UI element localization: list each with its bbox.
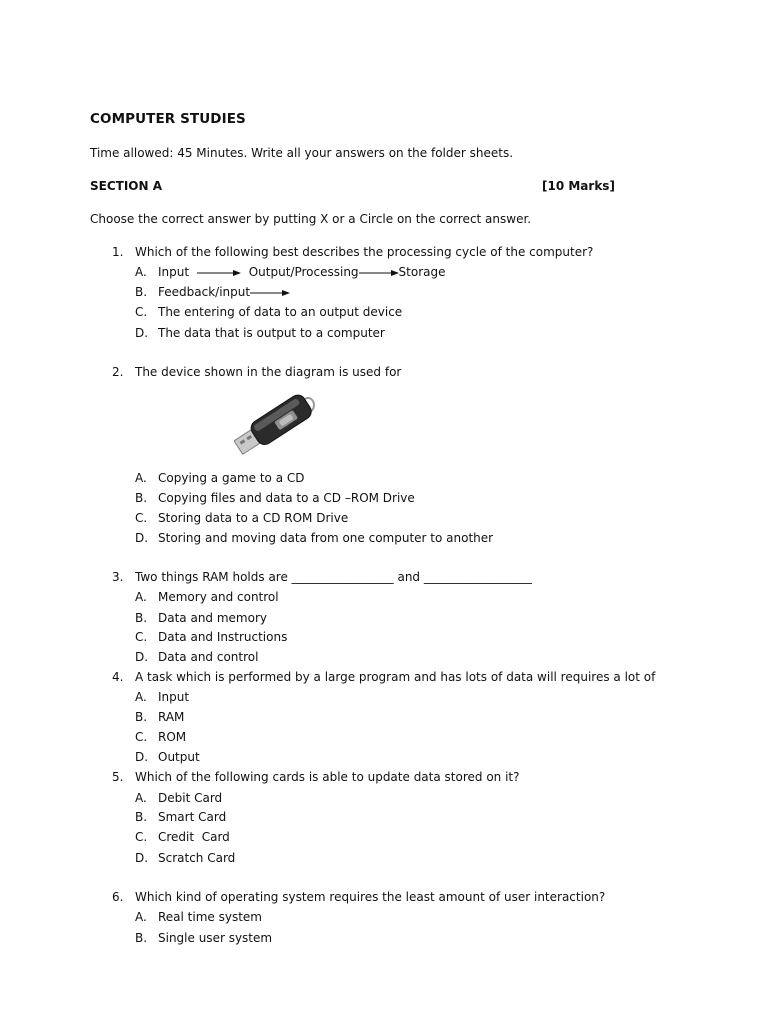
option-letter: B. [135, 710, 148, 724]
option-letter: A. [135, 471, 147, 485]
option-c: ROM [158, 730, 187, 744]
option-b: Smart Card [158, 810, 227, 824]
option-c: Storing data to a CD ROM Drive [158, 511, 349, 525]
question-number: 6. [112, 890, 124, 904]
option-letter: B. [135, 285, 148, 299]
question-number: 4. [112, 670, 124, 684]
feedback-input-label: Feedback/input [158, 285, 251, 299]
question-number: 5. [112, 770, 124, 784]
option-c: Data and Instructions [158, 630, 288, 644]
question-text: Two things RAM holds are _________________ and __________________ [135, 570, 532, 584]
question-text: The device shown in the diagram is used for [135, 365, 402, 379]
cycle-input-label: Input [158, 265, 190, 279]
option-b [158, 282, 290, 302]
option-letter: A. [135, 265, 147, 279]
option-b: RAM [158, 710, 185, 724]
time-allowed-text: Time allowed: 45 Minutes. Write all your answers on the folder sheets. [90, 146, 514, 160]
option-a: Debit Card [158, 791, 223, 805]
option-letter: D. [135, 650, 149, 664]
question-number: 1. [112, 245, 124, 259]
option-b: Single user system [158, 931, 273, 945]
option-a: Real time system [158, 910, 262, 924]
option-letter: A. [135, 590, 147, 604]
option-letter: B. [135, 491, 148, 505]
arrow-right-icon [250, 292, 290, 294]
option-d: Scratch Card [158, 851, 236, 865]
question-text: A task which is performed by a large program and has lots of data will requires a lot of [135, 670, 656, 684]
option-letter: B. [135, 810, 148, 824]
option-a: Input [158, 690, 190, 704]
option-letter: D. [135, 851, 149, 865]
option-letter: C. [135, 630, 148, 644]
option-letter: A. [135, 910, 147, 924]
option-letter: C. [135, 730, 148, 744]
option-b: Data and memory [158, 611, 267, 625]
question-text: Which of the following best describes the processing cycle of the computer? [135, 245, 594, 259]
option-letter: D. [135, 326, 149, 340]
option-letter: C. [135, 305, 148, 319]
option-c: Credit Card [158, 830, 230, 844]
section-heading: SECTION A [90, 179, 163, 193]
instruction-text: Choose the correct answer by putting X or a Circle on the correct answer. [90, 212, 532, 226]
document-title: COMPUTER STUDIES [90, 111, 246, 127]
option-a: Copying a game to a CD [158, 471, 305, 485]
usb-flash-drive-image [230, 388, 320, 465]
option-d: The data that is output to a computer [158, 326, 385, 340]
option-letter: B. [135, 611, 148, 625]
cycle-storage-label: Storage [398, 265, 446, 279]
option-d: Storing and moving data from one computer to another [158, 531, 494, 545]
cycle-processing-label: Output/Processing [248, 265, 359, 279]
option-a [158, 262, 446, 282]
question-text: Which kind of operating system requires the least amount of user interaction? [135, 890, 606, 904]
option-c: The entering of data to an output device [158, 305, 403, 319]
option-letter: B. [135, 931, 148, 945]
question-number: 3. [112, 570, 124, 584]
option-b: Copying files and data to a CD –ROM Drive [158, 491, 415, 505]
option-letter: D. [135, 531, 149, 545]
arrow-right-icon [197, 272, 241, 274]
question-number: 2. [112, 365, 124, 379]
option-letter: C. [135, 830, 148, 844]
option-letter: C. [135, 511, 148, 525]
option-a: Memory and control [158, 590, 279, 604]
option-letter: A. [135, 690, 147, 704]
option-d: Data and control [158, 650, 259, 664]
section-marks: [10 Marks] [542, 179, 615, 193]
option-d: Output [158, 750, 200, 764]
question-text: Which of the following cards is able to update data stored on it? [135, 770, 520, 784]
arrow-right-icon [359, 272, 399, 274]
option-letter: D. [135, 750, 149, 764]
option-letter: A. [135, 791, 147, 805]
